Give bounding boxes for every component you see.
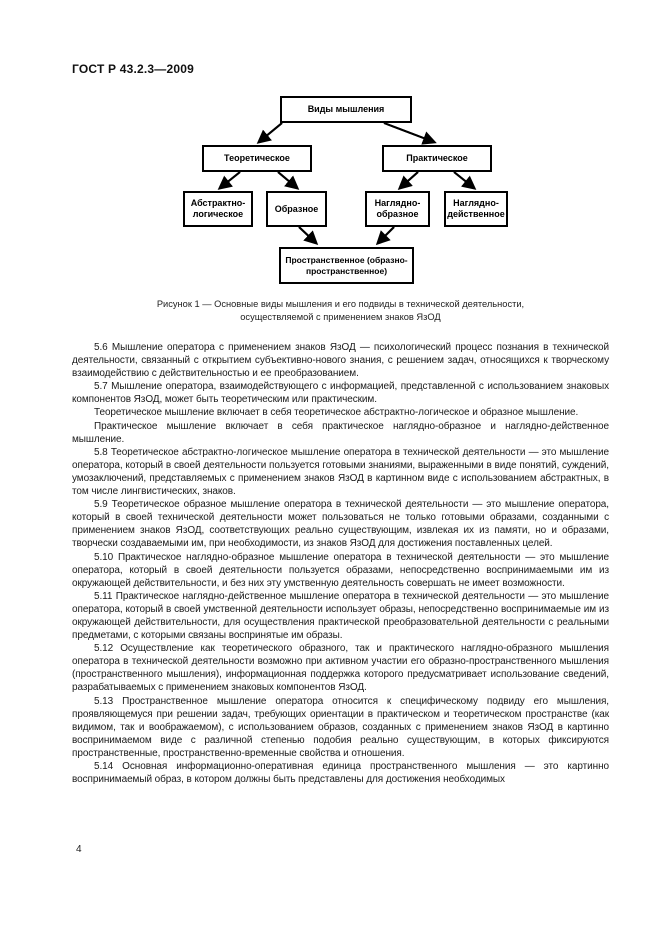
paragraph-5-11: 5.11 Практическое наглядно-действенное мышление оператора в технической деятельности — это мышление оператора, который в своей умственной деятельности использует образы, непосредственно воспринимаемые им из окружающей действительности, для осуществления практической преобразовательной деятельности с реальными предметами, с которыми связаны воспринятые им образы. bbox=[72, 590, 609, 642]
diagram-node-visual-figurative: Наглядно-образное bbox=[365, 191, 430, 227]
standard-code-header: ГОСТ Р 43.2.3—2009 bbox=[72, 62, 195, 76]
body-text bbox=[72, 341, 609, 786]
paragraph-5-6: 5.6 Мышление оператора с применением знаков ЯзОД — психологический процесс познания в технической деятельности, связанный с открытием субъективно-нового знания, с решением задач, относящихся к творческому взаимодействию с действительностью и ее преобразованием. bbox=[72, 342, 609, 380]
paragraph-5-12: 5.12 Осуществление как теоретического образного, так и практического наглядно-образного мышления оператора в технической деятельности возможно при активном участии его образно-пространственного мышления (пространственного мышления), информационная поддержка которого предусматривает использование сведений, разрабатываемых с применением знаковых компонентов ЯзОД. bbox=[72, 643, 609, 694]
paragraph-5-10: 5.10 Практическое наглядно-образное мышление оператора в технической деятельности — это мышление оператора, который в своей деятельности пользуется образами, непосредственно воспринимаемыми им из окружающей действительности, и без них эту умственную деятельность совершать не имеет возможности. bbox=[72, 551, 609, 589]
figure-caption-line1: Рисунок 1 — Основные виды мышления и его подвиды в технической деятельности, bbox=[156, 299, 525, 309]
diagram-node-figurative: Образное bbox=[266, 191, 327, 227]
diagram-node-spatial: Пространственное (образно-пространственное) bbox=[279, 247, 414, 284]
paragraph-5-8: 5.8 Теоретическое абстрактно-логическое мышление оператора в технической деятельности — это мышление оператора, который в своей деятельности пользуется готовыми знаниями, выраженными в виде понятий, суждений, умозаключений, представляемых с применением знаков ЯзОД в картинном виде с использованием абстрактных, в том числе лингвистических, знаков. bbox=[72, 446, 609, 498]
diagram-node-abstract-logical: Абстрактно-логическое bbox=[183, 191, 253, 227]
paragraph-5-13: 5.13 Пространственное мышление оператора относится к специфическому подвиду его мышления, проявляющемуся при решении задач, требующих ориентации в практическом и теоретическом пространстве (как видимом, так и воображаемом), с использованием образов, созданных с применением знаков ЯзОД в картинно воспринимаемом виде с различной степенью подобия реально существующим, в которых фиксируются пространственные, пространственно-временные свойства и отношения. bbox=[72, 695, 609, 759]
diagram-node-visual-effective: Наглядно-действенное bbox=[444, 191, 508, 227]
paragraph-5-14: 5.14 Основная информационно-оперативная единица пространственного мышления — это картинно воспринимаемый образ, в котором должны быть представлены для достижения необходимых bbox=[72, 761, 609, 786]
figure-caption-line2: осуществляемой с применением знаков ЯзОД bbox=[240, 311, 441, 322]
paragraph-theoretical-note: Теоретическое мышление включает в себя теоретическое абстрактно-логическое и образное мышление. bbox=[94, 407, 579, 419]
figure-caption bbox=[72, 298, 609, 323]
paragraph-practical-note: Практическое мышление включает в себя практическое наглядно-образное и наглядно-действенное мышление. bbox=[72, 420, 609, 445]
paragraph-5-7: 5.7 Мышление оператора, взаимодействующего с информацией, представленной с использованием знаковых компонентов ЯзОД, может быть теоретическим или практическим. bbox=[72, 381, 609, 406]
diagram-node-theoretical: Теоретическое bbox=[202, 145, 312, 172]
diagram-node-types-of-thinking: Виды мышления bbox=[280, 96, 412, 123]
diagram-node-practical: Практическое bbox=[382, 145, 492, 172]
page-number: 4 bbox=[76, 844, 82, 855]
thinking-types-diagram bbox=[178, 93, 514, 291]
paragraph-5-9: 5.9 Теоретическое образное мышление оператора в технической деятельности — это мышление оператора, который в своей технической деятельности может пользоваться не только готовыми образами, созданными с применением знаков ЯзОД, соответствующих реально существующим, извлекая их из памяти, но и образами, творчески создаваемыми им, при необходимости, из знаков ЯзОД для достижения поставленных целей. bbox=[72, 499, 609, 550]
